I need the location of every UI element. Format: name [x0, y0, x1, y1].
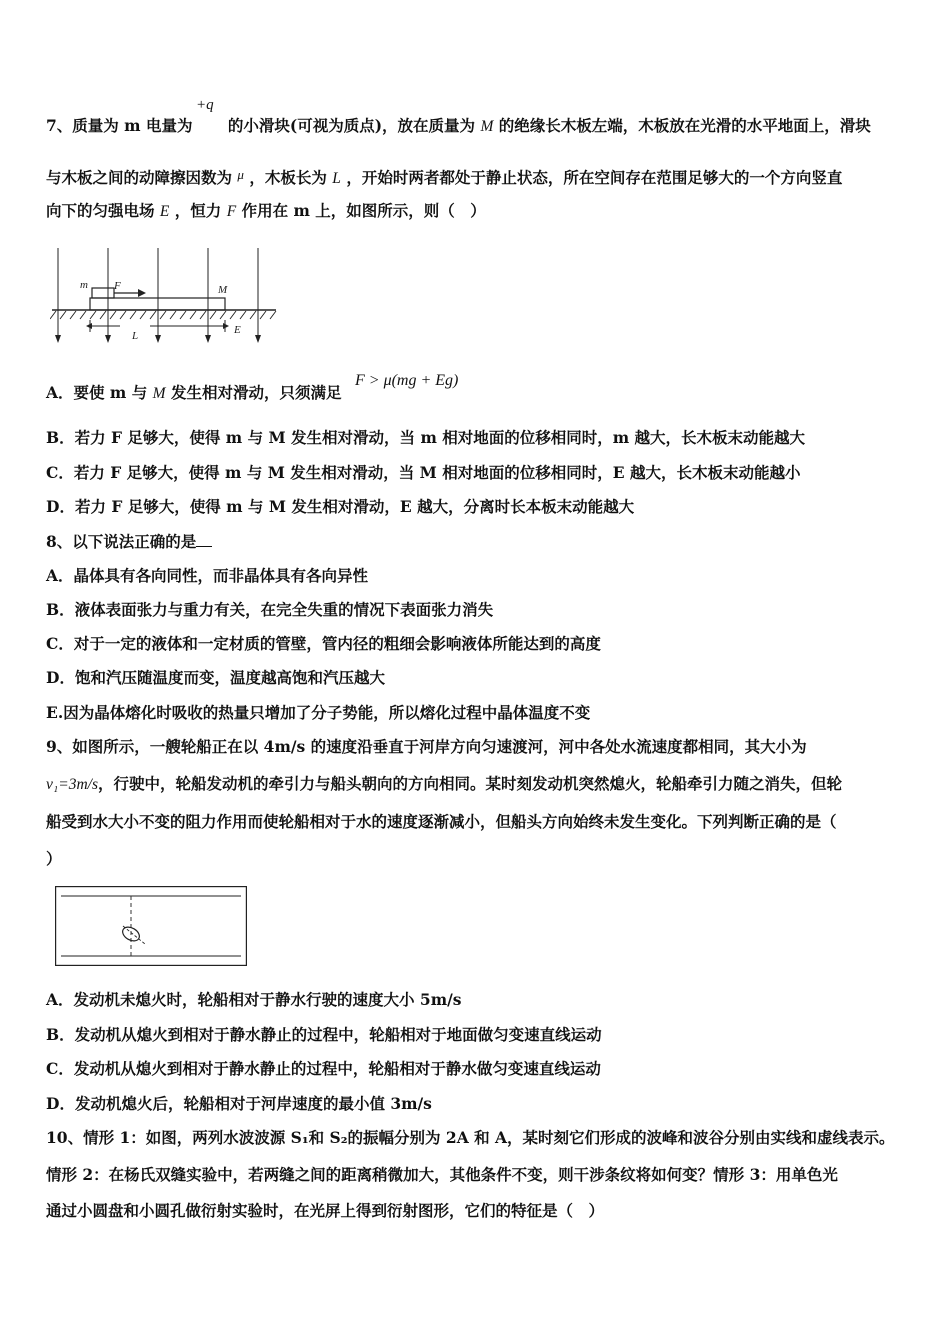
q7-line3-mid: ，恒力: [174, 201, 222, 220]
q9-option-c: C．发动机从熄火到相对于静水静止的过程中，轮船相对于静水做匀变速直线运动: [46, 1059, 601, 1078]
q7-fig-label-M: M: [218, 284, 228, 296]
q7-fig-label-m: m: [80, 279, 88, 291]
q9-v1: v₁=3m/s: [46, 776, 99, 793]
q9-line-4: ）: [46, 849, 62, 868]
q9-river-figure: [55, 886, 247, 966]
q9-line2-text: ，行驶中，轮船发动机的牵引力与船头朝向的方向相同。某时刻发动机突然熄火，轮船牵引力随之消失，但轮: [98, 774, 843, 793]
q7-mass-M: M: [480, 118, 494, 135]
q7-option-a: [46, 383, 341, 404]
q7-option-c: C．若力 F 足够大，使得 m 与 M 发生相对滑动，当 M 相对地面的位移相同时，E 越大，长木板末动能越小: [46, 463, 801, 482]
q8-stem-text: 8、以下说法正确的是: [46, 532, 197, 551]
q9-line-2: [46, 774, 842, 795]
q10-line-1: 10、情形 1：如图，两列水波波源 S₁和 S₂的振幅分别为 2A 和 A，某时刻它们形成的波峰和波谷分别由实线和虚线表示。: [46, 1128, 895, 1147]
q8-option-d: D．饱和汽压随温度而变，温度越高饱和汽压越大: [46, 668, 385, 687]
q7-line1-pre: 7、质量为 m 电量为: [46, 116, 193, 135]
q9-option-b: B．发动机从熄火到相对于静水静止的过程中，轮船相对于地面做匀变速直线运动: [46, 1025, 602, 1044]
q7-L: L: [332, 170, 341, 187]
q7-line2-pre: 与木板之间的动障擦因数为: [46, 168, 233, 187]
q7-line-1: [46, 116, 871, 137]
q7-option-a-post: 发生相对滑动，只须满足: [170, 383, 342, 402]
q8-option-c: C．对于一定的液体和一定材质的管壁，管内径的粗细会影响液体所能达到的高度: [46, 634, 601, 653]
q8-stem: [46, 532, 212, 552]
q7-line2-end: ，开始时两者都处于静止状态，所在空间存在范围足够大的一个方向竖直: [346, 168, 843, 187]
q7-line1-end: 的绝缘长木板左端，木板放在光滑的水平地面上，滑块: [498, 116, 871, 135]
q7-E: E: [159, 203, 170, 220]
q10-line-2: 情形 2：在杨氏双缝实验中，若两缝之间的距离稍微加大，其他条件不变，则干涉条纹将如何变？情形 3：用单色光: [46, 1165, 838, 1184]
q8-option-a: A．晶体具有各向同性，而非晶体具有各向异性: [46, 566, 369, 585]
q7-line-3: [46, 201, 486, 222]
q7-line2-post: ，木板长为: [249, 168, 327, 187]
q7-board-figure: [50, 240, 280, 352]
q8-option-b: B．液体表面张力与重力有关，在完全失重的情况下表面张力消失: [46, 600, 494, 619]
q7-F: F: [226, 203, 237, 220]
q7-fig-label-F: F: [114, 280, 121, 292]
q7-option-d: D．若力 F 足够大，使得 m 与 M 发生相对滑动，E 越大，分离时长本板末动能越大: [46, 497, 635, 516]
q9-option-a: A．发动机未熄火时，轮船相对于静水行驶的速度大小 5m/s: [46, 990, 462, 1009]
q7-option-a-M: M: [152, 385, 166, 402]
q7-line3-pre: 向下的匀强电场: [46, 201, 155, 220]
q7-mu-symbol: μ: [237, 167, 244, 182]
q7-option-b: B．若力 F 足够大，使得 m 与 M 发生相对滑动，当 m 相对地面的位移相同时，m 越大，长木板末动能越大: [46, 428, 806, 447]
q7-fig-label-L: L: [132, 330, 139, 342]
q7-charge-symbol: +q: [196, 97, 214, 113]
q7-fig-label-E: E: [234, 324, 241, 336]
q7-option-a-pre: A．要使 m 与: [46, 383, 148, 402]
q9-line-1: 9、如图所示，一艘轮船正在以 4m/s 的速度沿垂直于河岸方向匀速渡河，河中各处水流速度都相同，其大小为: [46, 737, 807, 756]
ship-icon: [120, 924, 145, 944]
q7-option-a-formula: F > μ(mg + Eg): [355, 372, 459, 389]
q10-line-3: 通过小圆盘和小圆孔做衍射实验时，在光屏上得到衍射图形，它们的特征是（ ）: [46, 1201, 605, 1220]
q9-line-3: 船受到水大小不变的阻力作用而使轮船相对于水的速度逐渐减小，但船头方向始终未发生变化。下列判断正确的是（: [46, 812, 837, 831]
q8-option-e: E.因为晶体熔化时吸收的热量只增加了分子势能，所以熔化过程中晶体温度不变: [46, 703, 591, 722]
q8-answer-blank: [196, 532, 212, 547]
q7-line-2: [46, 165, 842, 189]
q9-option-d: D．发动机熄火后，轮船相对于河岸速度的最小值 3m/s: [46, 1094, 432, 1113]
q7-line1-post: 的小滑块(可视为质点)，放在质量为: [227, 116, 476, 135]
q7-line3-end: 作用在 m 上，如图所示，则（ ）: [241, 201, 486, 220]
